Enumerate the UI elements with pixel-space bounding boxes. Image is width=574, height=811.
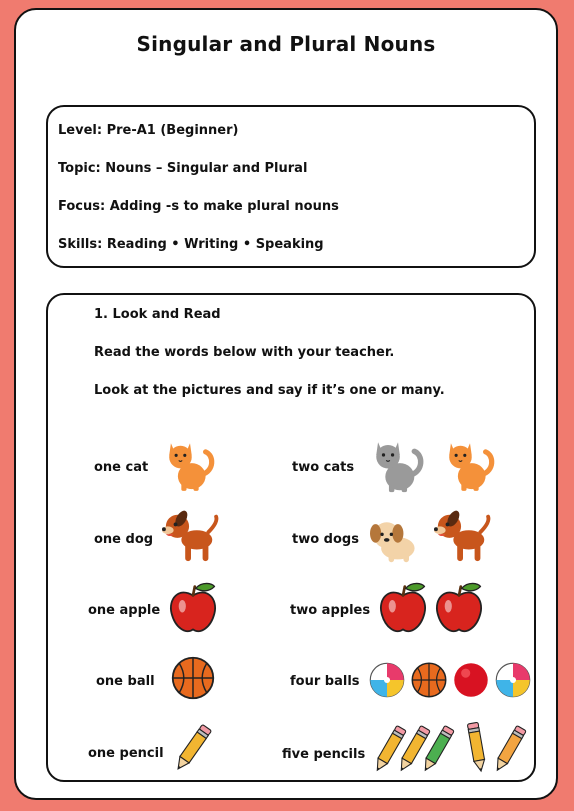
brown-dog-icon <box>160 507 222 565</box>
beach-ball-icon <box>494 661 532 699</box>
instruction-2: Look at the pictures and say if it’s one or many. <box>94 383 445 398</box>
level-text: Level: Pre-A1 (Beginner) <box>58 123 239 138</box>
row-5-singular: one pencil <box>88 746 164 761</box>
focus-text: Focus: Adding -s to make plural nouns <box>58 199 339 214</box>
apple-icon <box>378 581 428 635</box>
row-3-singular: one apple <box>88 603 161 618</box>
topic-text: Topic: Nouns – Singular and Plural <box>58 161 308 176</box>
row-4-plural: four balls <box>290 674 360 689</box>
worksheet <box>14 8 558 800</box>
row-1-plural: two cats <box>292 460 355 475</box>
row-3-plural: two apples <box>290 603 371 618</box>
orange-pencil-icon <box>488 722 531 778</box>
orange-cat-icon <box>444 435 496 493</box>
apple-icon <box>434 581 484 635</box>
basketball-icon <box>170 655 216 701</box>
basketball-icon <box>410 661 448 699</box>
page-title: Singular and Plural Nouns <box>136 32 436 56</box>
skills-text: Skills: Reading • Writing • Speaking <box>58 237 324 252</box>
pencil-icon <box>168 720 217 777</box>
grey-cat-icon <box>368 435 428 493</box>
apple-icon <box>168 581 218 635</box>
row-5-plural: five pencils <box>282 747 366 762</box>
orange-cat-icon <box>164 435 216 493</box>
pencil-icon <box>463 720 490 776</box>
activity-box <box>46 293 536 782</box>
brown-dog-icon <box>432 507 494 565</box>
instruction-1: Read the words below with your teacher. <box>94 345 395 360</box>
row-4-singular: one ball <box>96 674 155 689</box>
beach-ball-icon <box>368 661 406 699</box>
row-2-singular: one dog <box>94 532 154 547</box>
red-ball-icon <box>452 661 490 699</box>
row-1-singular: one cat <box>94 460 149 475</box>
row-2-plural: two dogs <box>292 532 359 547</box>
puppy-icon <box>366 513 426 565</box>
section-heading: 1. Look and Read <box>94 307 221 322</box>
info-box <box>46 105 536 268</box>
